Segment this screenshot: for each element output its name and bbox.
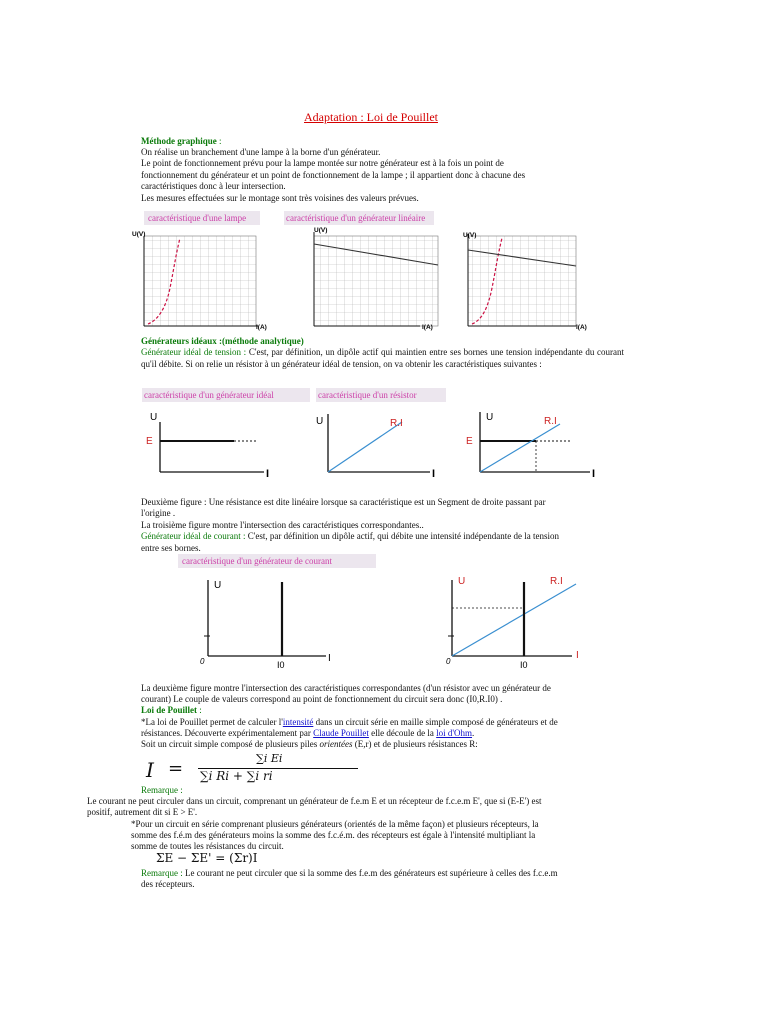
ri-label: R.I	[550, 576, 563, 587]
e-label: E	[466, 436, 473, 447]
method-heading-line	[141, 136, 222, 148]
paragraph-line: On réalise un branchement d'une lampe à la borne d'un générateur.	[141, 147, 381, 157]
characteristic-graphs-row1	[128, 208, 598, 334]
pouillet-paragraph-line3	[141, 739, 478, 751]
method-graphique-heading: Méthode graphique	[141, 136, 217, 146]
paragraph-line: positif, autrement dit si E > E'.	[87, 807, 198, 817]
resistor-line	[328, 422, 402, 472]
ideal-current-label: Générateur idéal de courant :	[141, 531, 246, 541]
caption-resistor: caractéristique d'un résistor	[318, 390, 417, 400]
e-label: E	[146, 436, 153, 447]
i-label: I	[266, 468, 270, 480]
paragraph-line: entre ses bornes.	[141, 543, 201, 553]
u-label: U	[486, 412, 494, 423]
ideal-current-line	[141, 531, 559, 543]
paragraph-line: somme de toutes les résistances du circuit.	[131, 841, 284, 851]
paragraph-line: Deuxième figure : Une résistance est dite linéaire lorsque sa caractéristique est un Segment de droite passant par	[141, 497, 546, 507]
intensite-link[interactable]: intensité	[282, 717, 314, 727]
paragraph-line: Le courant ne peut circuler dans un circuit, comprenant un générateur de f.e.m E et un récepteur de f.c.e.m E', que si (E-E') est	[87, 796, 542, 806]
pouillet-paragraph-line1	[141, 717, 558, 729]
paragraph-line: somme des f.é.m des générateurs moins la somme des f.c.é.m. des récepteurs est égale à l'intensité multipliant la	[131, 830, 536, 840]
i-label: I	[592, 468, 596, 480]
u-label: U	[458, 576, 466, 587]
heading-colon: :	[216, 136, 222, 146]
text-segment: (E,r) et de plusieurs résistances R:	[352, 739, 478, 749]
x-axis-label: I(A)	[576, 324, 587, 331]
origin-label: 0	[200, 657, 205, 666]
i-label: I	[432, 468, 436, 480]
ideal-voltage-text: C'est, par définition, un dipôle actif qui maintien entre ses bornes une tension indépendante du courant qu'il débite. Si on relie un résistor à un générateur idéal de tension, on va obtenir les caractéristiques suivantes :	[141, 347, 624, 369]
remarque2-text: Le courant ne peut circuler que si la somme des f.e.m des générateurs est supérieure à celles des f.c.e.m	[182, 868, 558, 878]
i0-label: I0	[520, 660, 528, 670]
origin-label: 0	[446, 657, 451, 666]
paragraph-line: La deuxième figure montre l'intersection des caractéristiques correspondantes (d'un résistor avec un générateur de	[141, 683, 551, 693]
i-label: I	[328, 653, 331, 664]
loi-ohm-link[interactable]: loi d'Ohm	[436, 728, 473, 738]
text-segment: dans un circuit série en maille simple composé de générateurs et de	[313, 717, 558, 727]
paragraph-line: *Pour un circuit en série comprenant plusieurs générateurs (orientés de la même façon) et plusieurs récepteurs, la	[131, 819, 539, 829]
text-segment: Soit un circuit simple composé de plusieurs piles	[141, 739, 320, 749]
paragraph-line: caractéristiques donc à leur intersection.	[141, 181, 286, 191]
resistor-line	[480, 424, 560, 472]
caption-lamp: caractéristique d'une lampe	[148, 213, 247, 223]
remarque-heading: Remarque :	[141, 785, 183, 795]
text-segment: résistances. Découverte expérimentalement par	[141, 728, 314, 738]
current-generator-graphs	[176, 552, 606, 672]
text-segment: *La loi de Pouillet permet de calculer l'	[141, 717, 283, 727]
i-label: I	[576, 650, 579, 661]
formula-numerator: ∑i Ei	[256, 752, 283, 765]
pouillet-heading: Loi de Pouillet	[141, 705, 197, 715]
pouillet-paragraph-line2	[141, 728, 474, 740]
pouillet-formula	[146, 752, 366, 784]
ideal-voltage-paragraph	[141, 347, 624, 370]
paragraph-line: fonctionnement du générateur et un point de fonctionnement de la lampe ; il appartient donc à chacune des	[141, 170, 526, 180]
paragraph-line: La troisième figure montre l'intersection des caractéristiques correspondantes..	[141, 520, 424, 530]
paragraph-line: courant) Le couple de valeurs correspond au point de fonctionnement du circuit sera donc (I0,R.I0) .	[141, 694, 503, 704]
y-axis-label: U(V)	[314, 227, 328, 234]
remarque2-line1	[141, 868, 558, 880]
formula-equals: =	[168, 758, 184, 779]
ri-label: R.I	[390, 418, 403, 429]
text-segment: elle découle de la	[368, 728, 437, 738]
page-title: Adaptation : Loi de Pouillet	[304, 110, 438, 124]
remarque2-label: Remarque :	[141, 868, 183, 878]
paragraph-line: des récepteurs.	[141, 879, 195, 889]
resistor-line	[452, 584, 576, 656]
claude-pouillet-link[interactable]: Claude Pouillet	[313, 728, 369, 738]
pouillet-heading-line	[141, 705, 202, 717]
ideal-current-text: C'est, par définition un dipôle actif, qui débite une intensité indépendante de la tension	[245, 531, 559, 541]
paragraph-line: Les mesures effectuées sur le montage sont très voisines des valeurs prévues.	[141, 193, 419, 203]
y-axis-label: U(V)	[132, 231, 146, 238]
text-segment: .	[472, 728, 475, 738]
caption-current-generator: caractéristique d'un générateur de courant	[182, 556, 333, 566]
text-emphasis: orientées	[319, 739, 353, 749]
formula-denominator: ∑i Ri + ∑i ri	[200, 769, 273, 783]
paragraph-line: l'origine .	[141, 508, 176, 518]
y-axis-label: U(V)	[463, 232, 477, 239]
caption-ideal-generator: caractéristique d'un générateur idéal	[144, 390, 274, 400]
ri-label: R.I	[544, 416, 557, 427]
u-label: U	[150, 412, 158, 423]
ideal-generators-heading: Générateurs idéaux :(méthode analytique)	[141, 336, 304, 346]
ideal-voltage-label: Générateur idéal de tension :	[141, 347, 247, 357]
x-axis-label: I(A)	[422, 324, 433, 331]
u-label: U	[214, 580, 222, 591]
caption-linear-generator: caractéristique d'un générateur linéaire	[286, 213, 426, 223]
series-formula: ΣE − ΣE' = (Σr)I	[156, 851, 258, 865]
x-axis-label: I(A)	[256, 324, 267, 331]
ideal-generator-graphs	[140, 386, 620, 494]
u-label: U	[316, 416, 324, 427]
paragraph-line: Le point de fonctionnement prévu pour la lampe montée sur notre générateur est à la fois un point de	[141, 158, 504, 168]
formula-lhs: I	[146, 758, 154, 782]
heading-colon: :	[197, 705, 202, 715]
i0-label: I0	[277, 660, 285, 670]
